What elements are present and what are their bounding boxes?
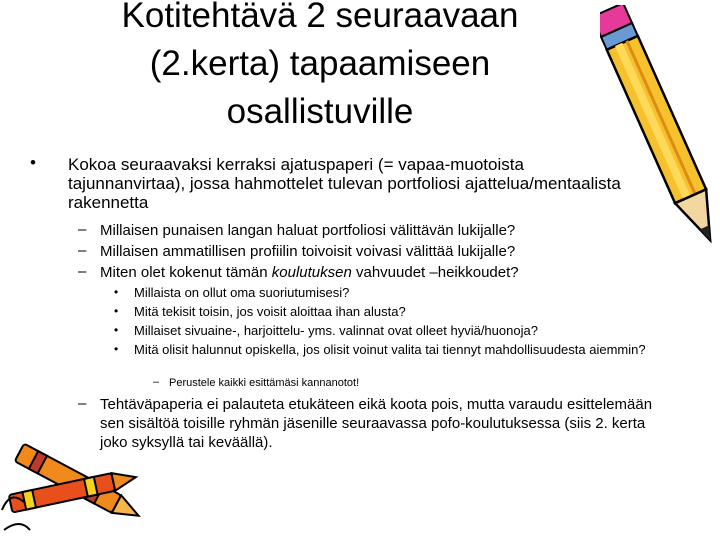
- bullet-marker: •: [114, 323, 119, 337]
- dash-marker: –: [78, 221, 87, 238]
- slide-title: [60, 0, 580, 136]
- question-item: Millaiset sivuaine-, harjoittelu- yms. valinnat ovat olleet hyviä/huonoja?: [134, 323, 538, 338]
- bullet-marker: •: [114, 285, 119, 299]
- dash-marker: –: [78, 263, 87, 280]
- question-item: Millaista on ollut oma suoriutumisesi?: [134, 285, 350, 300]
- title-line: Kotitehtävä 2 seuraavaan: [121, 0, 519, 35]
- question-item: Mitä olisit halunnut opiskella, jos olisit voinut valita tai tiennyt mahdollisuudesta aiemmin?: [134, 342, 646, 357]
- main-bullet: Kokoa seuraavaksi kerraksi ajatuspaperi (= vapaa-muotoista tajunnanvirtaa), jossa hahmottelet tulevan portfoliosi ajattelua/mentaalista rakennetta: [68, 155, 621, 212]
- sub-bullet-presentation: Tehtäväpaperia ei palauteta etukäteen eikä koota pois, mutta varaudu esittelemään sen sisältöä toisille ryhmän jäsenille seuraavassa pofo-koulutuksessa (siis 2. kerta joko syksyllä tai keväällä).: [100, 396, 653, 451]
- pencil-icon: [600, 5, 718, 255]
- title-line: osallistuville: [226, 92, 414, 131]
- dash-marker: –: [153, 376, 160, 388]
- dash-marker: –: [78, 395, 87, 412]
- dash-marker: –: [78, 242, 87, 259]
- justify-note: Perustele kaikki esittämäsi kannanotot!: [169, 377, 360, 389]
- bullet-marker: •: [30, 153, 36, 172]
- sub-bullet-strengths: [100, 263, 519, 282]
- sub-bullet-red-thread: Millaisen punaisen langan haluat portfoliosi välittävän lukijalle?: [100, 222, 516, 239]
- sub3-emphasis: koulutuksen: [271, 264, 352, 281]
- bullet-marker: •: [114, 304, 119, 318]
- sub-bullet-profile: Millaisen ammatillisen profiilin toivoisit voivasi välittää lukijalle?: [100, 243, 516, 260]
- sub3-text-end: vahvuudet –heikkoudet?: [351, 264, 519, 281]
- title-line: (2.kerta) tapaamiseen: [149, 44, 491, 83]
- sub3-text: Miten olet kokenut tämän: [100, 264, 272, 281]
- question-item: Mitä tekisit toisin, jos voisit aloittaa ihan alusta?: [134, 304, 406, 319]
- bullet-marker: •: [114, 342, 119, 356]
